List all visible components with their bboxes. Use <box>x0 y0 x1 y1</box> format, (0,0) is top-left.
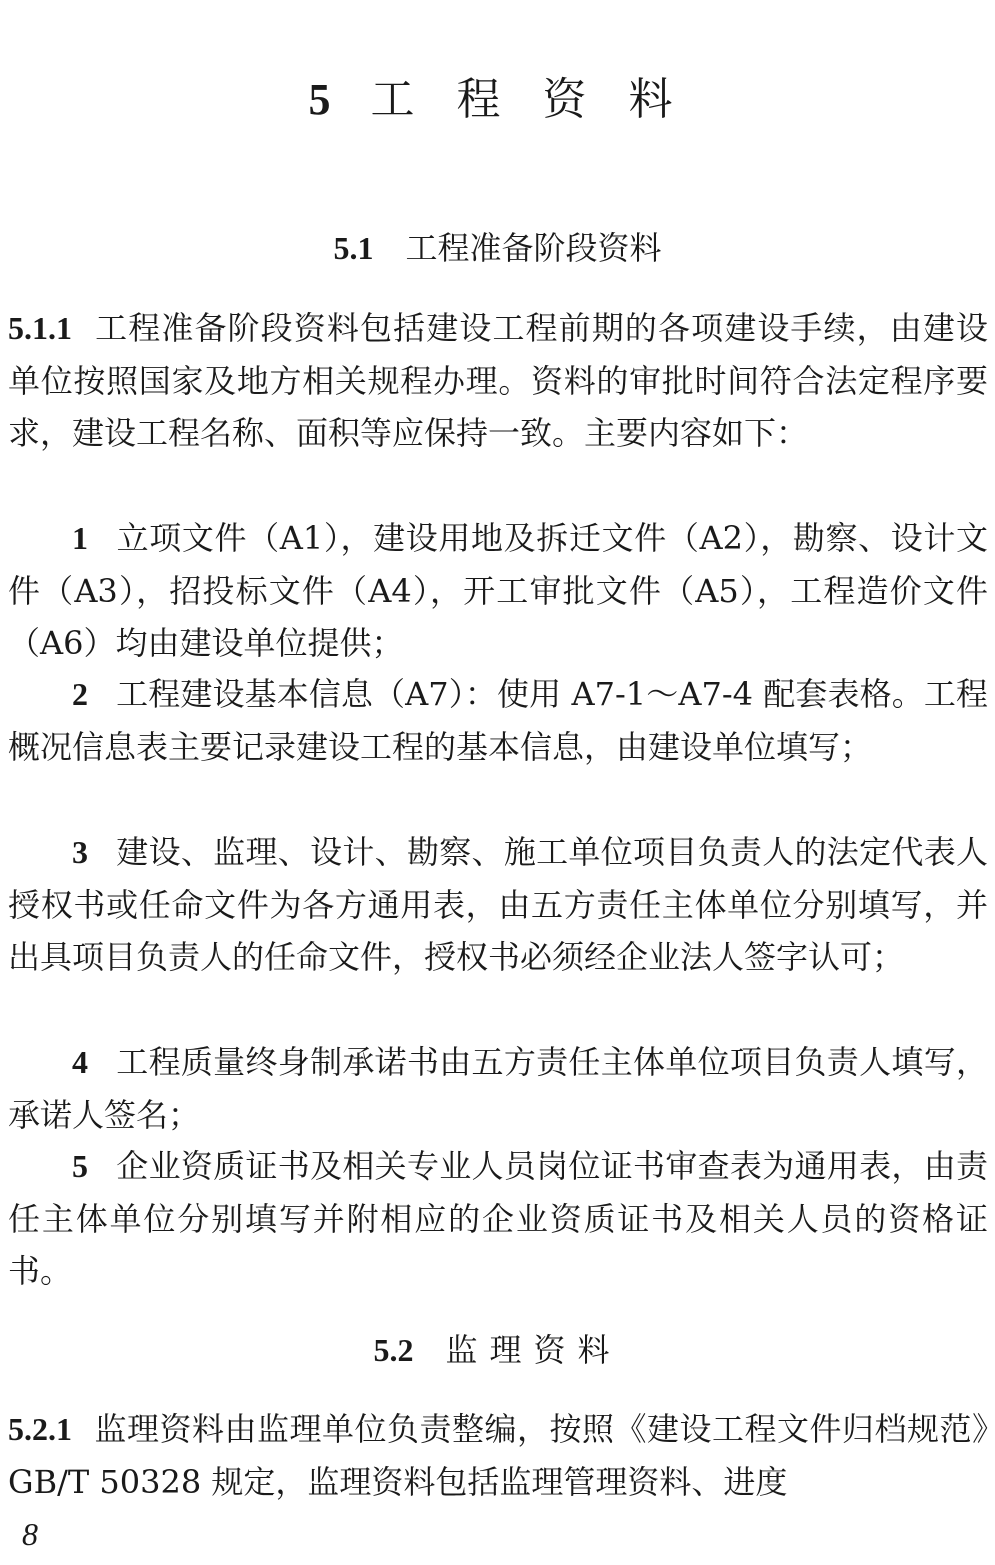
section-title-5-2 <box>0 1328 995 1372</box>
chapter-number: 5 <box>308 75 331 124</box>
clause-5-2-1 <box>8 1403 988 1508</box>
list-item-text: 立项文件（A1），建设用地及拆迁文件（A2），勘察、设计文件（A3），招投标文件（A4），开工审批文件（A5），工程造价文件（A6）均由建设单位提供； <box>8 519 988 662</box>
chapter-title <box>0 72 995 128</box>
list-item-5 <box>8 1140 988 1298</box>
clause-text: 监理资料由监理单位负责整编，按照《建设工程文件归档规范》GB/T 50328 规定，监理资料包括监理管理资料、进度 <box>8 1410 988 1501</box>
section-title-text: 监理资料 <box>445 1331 622 1369</box>
list-item-4 <box>8 1036 988 1141</box>
list-item-1 <box>8 512 988 670</box>
list-item-number: 1 <box>72 520 88 556</box>
clause-text: 工程准备阶段资料包括建设工程前期的各项建设手续，由建设单位按照国家及地方相关规程办理。资料的审批时间符合法定程序要求，建设工程名称、面积等应保持一致。主要内容如下： <box>8 309 988 452</box>
list-item-3 <box>8 826 988 984</box>
list-item-number: 2 <box>72 676 88 712</box>
list-item-number: 4 <box>72 1044 88 1080</box>
section-number: 5.2 <box>373 1332 414 1368</box>
section-number: 5.1 <box>333 230 374 266</box>
list-item-text: 工程建设基本信息（A7）：使用 A7-1～A7-4 配套表格。工程概况信息表主要记录建设工程的基本信息，由建设单位填写； <box>8 675 988 766</box>
clause-number: 5.1.1 <box>8 310 72 346</box>
list-item-text: 工程质量终身制承诺书由五方责任主体单位项目负责人填写，承诺人签名； <box>8 1043 988 1134</box>
clause-number: 5.2.1 <box>8 1411 72 1447</box>
list-item-number: 3 <box>72 834 88 870</box>
clause-5-1-1 <box>8 302 988 460</box>
section-title-5-1 <box>0 226 995 270</box>
list-item-text: 企业资质证书及相关专业人员岗位证书审查表为通用表，由责任主体单位分别填写并附相应的企业资质证书及相关人员的资格证书。 <box>8 1147 988 1290</box>
chapter-title-text: 工 程 资 料 <box>370 74 687 125</box>
section-title-text: 工程准备阶段资料 <box>405 229 662 267</box>
list-item-2 <box>8 668 988 773</box>
list-item-text: 建设、监理、设计、勘察、施工单位项目负责人的法定代表人授权书或任命文件为各方通用表，由五方责任主体单位分别填写，并出具项目负责人的任命文件，授权书必须经企业法人签字认可； <box>8 833 988 976</box>
page-number: 8 <box>22 1516 38 1552</box>
list-item-number: 5 <box>72 1148 88 1184</box>
